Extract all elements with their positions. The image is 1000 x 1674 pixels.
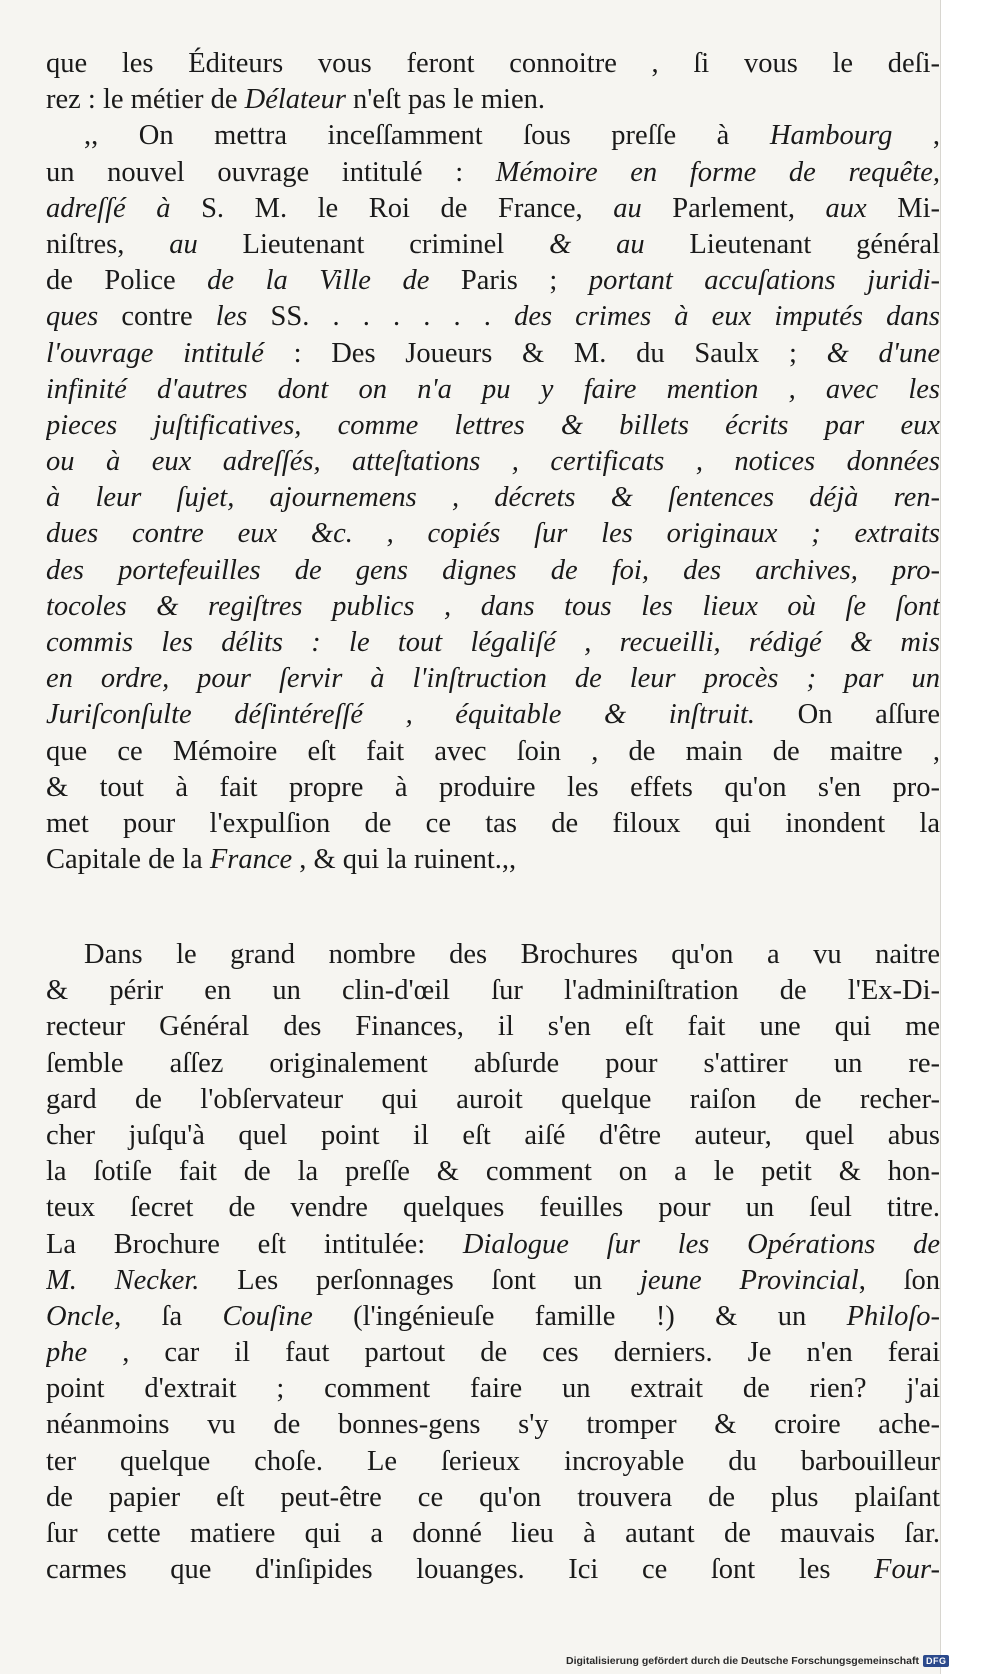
text-line [46, 1516, 940, 1552]
paragraph-2 [46, 937, 940, 1588]
text-line [46, 625, 940, 661]
italic-segment: portant accuſations juridi- [588, 265, 940, 297]
text-line [46, 82, 940, 118]
text-line [46, 973, 940, 1009]
italic-segment: au [169, 228, 198, 260]
text-segment: , car il faut partout de ces derniers. Je n'en ferai [87, 1337, 940, 1369]
italic-segment: de la Ville de [207, 265, 430, 297]
italic-segment: au [613, 192, 642, 224]
text-segment: Lieutenant général [644, 228, 940, 260]
text-segment: recteur Général des Finances, il s'en eſt fait une qui me [46, 1011, 940, 1043]
text-segment: SS. . . . . . . [247, 301, 515, 333]
italic-segment: infinité d'autres dont on n'a pu y faire mention , avec les [46, 373, 940, 405]
text-segment: Les perſonnages ſont un [199, 1264, 640, 1296]
italic-segment: l'ouvrage intitulé [46, 337, 264, 369]
text-segment: un nouvel ouvrage intitulé : [46, 156, 496, 188]
italic-segment: ques [46, 301, 99, 333]
italic-segment: Couſine [222, 1300, 313, 1332]
text-segment: : Des Joueurs & M. du Saulx ; [263, 337, 827, 369]
text-line [46, 155, 940, 191]
text-segment: & périr en un clin-d'œil ſur l'adminiſtration de l'Ex-Di- [46, 975, 940, 1007]
text-segment: , [892, 120, 940, 152]
text-segment: que les Éditeurs vous feront connoitre , ſi vous le deſi- [46, 48, 940, 79]
text-line [46, 1480, 940, 1516]
italic-segment: pieces juſtificatives, comme lettres & billets écrits par eux [46, 409, 940, 441]
text-line [46, 553, 940, 589]
text-line [46, 1009, 940, 1045]
text-segment: niſtres, [46, 228, 170, 260]
footer-credit-text: Digitalisierung gefördert durch die Deutsche Forschungsgemeinschaft [566, 1655, 919, 1667]
text-line [46, 1263, 940, 1299]
text-segment: cher juſqu'à quel point il eſt aiſé d'être auteur, quel abus [46, 1119, 940, 1151]
text-segment: la ſotiſe fait de la preſſe & comment on a le petit & hon- [46, 1156, 940, 1188]
text-segment: teux ſecret de vendre quelques feuilles pour un ſeul titre. [46, 1192, 940, 1224]
text-line [46, 770, 940, 806]
text-line [46, 1371, 940, 1407]
text-segment: (l'ingénieuſe famille !) & un [312, 1300, 847, 1332]
italic-segment: & d'une [826, 337, 940, 369]
text-line [46, 661, 940, 697]
text-segment: de Police [46, 265, 208, 297]
text-line [46, 372, 940, 408]
text-segment: point d'extrait ; comment faire un extrait de rien? j'ai [46, 1373, 940, 1405]
italic-segment: des crimes à eux imputés dans [514, 301, 940, 333]
italic-segment: adreſſé à [46, 192, 171, 224]
text-segment: Paris ; [429, 265, 589, 297]
italic-segment: Mémoire en forme de requête, [495, 156, 940, 188]
italic-segment: Dialogue ſur les Opérations de [462, 1228, 940, 1260]
text-line [46, 1407, 940, 1443]
text-line [46, 480, 940, 516]
text-segment: Parlement, [641, 192, 826, 224]
italic-segment: Philoſo- [846, 1300, 940, 1332]
italic-segment: des portefeuilles de gens dignes de foi, des archives, pro- [46, 554, 940, 586]
text-segment: , ſa [114, 1300, 223, 1332]
text-line [46, 1299, 940, 1335]
italic-segment: jeune Provincial [639, 1264, 859, 1296]
italic-segment: France [209, 844, 293, 876]
text-line [46, 118, 940, 154]
text-segment: On aſſure [755, 699, 940, 731]
text-line [46, 589, 940, 625]
digitization-footer [566, 1652, 949, 1670]
italic-segment: ou à eux adreſſés, atteſtations , certificats , notices données [46, 446, 940, 478]
text-segment: rez : le métier de [46, 84, 245, 116]
text-segment: Mi- [866, 192, 940, 224]
text-segment: ,, On mettra inceſſamment ſous preſſe à [84, 120, 770, 152]
text-line [46, 444, 940, 480]
text-segment: , ſon [858, 1264, 940, 1296]
text-line [46, 1154, 940, 1190]
text-segment: La Brochure eſt intitulée: [46, 1228, 463, 1260]
text-line [46, 1335, 940, 1371]
text-line [46, 1082, 940, 1118]
text-segment: contre [98, 301, 216, 333]
text-line [46, 842, 940, 878]
text-line [46, 1046, 940, 1082]
text-segment: gard de l'obſervateur qui auroit quelque raiſon de recher- [46, 1083, 940, 1115]
text-segment: S. M. le Roi de France, [170, 192, 614, 224]
text-line [46, 1444, 940, 1480]
text-line [46, 227, 940, 263]
italic-segment: tocoles & regiſtres publics , dans tous les lieux où ſe ſont [46, 590, 940, 622]
italic-segment: dues contre eux &c. , copiés ſur les originaux ; extraits [46, 518, 940, 550]
text-line [46, 734, 940, 770]
text-segment: ſemble aſſez originalement abſurde pour s'attirer un re- [46, 1047, 940, 1079]
text-segment: Dans le grand nombre des Brochures qu'on a vu naitre [84, 939, 940, 970]
text-segment: que ce Mémoire eſt fait avec ſoin , de main de maitre , [46, 735, 940, 767]
italic-segment: & au [549, 228, 645, 260]
text-line [46, 336, 940, 372]
text-line [46, 806, 940, 842]
text-segment: n'eſt pas le mien. [345, 84, 545, 116]
text-line [46, 299, 940, 335]
text-line [46, 408, 940, 444]
text-segment: Capitale de la [46, 844, 210, 876]
text-segment: met pour l'expulſion de ce tas de filoux qui inondent la [46, 807, 940, 839]
text-segment: , & qui la ruinent.,, [292, 844, 517, 876]
text-line [46, 697, 940, 733]
italic-segment: Juriſconſulte déſintéreſſé , équitable & inſtruit. [46, 699, 756, 731]
text-line [46, 516, 940, 552]
italic-segment: en ordre, pour ſervir à l'inſtruction de leur procès ; par un [46, 663, 940, 695]
text-line [46, 191, 940, 227]
text-line [46, 937, 940, 973]
text-line [46, 1552, 940, 1588]
italic-segment: les [215, 301, 248, 333]
text-line [46, 1118, 940, 1154]
text-segment: néanmoins vu de bonnes-gens s'y tromper & croire ache- [46, 1409, 940, 1441]
italic-segment: commis les délits : le tout légaliſé , recueilli, rédigé & mis [46, 627, 940, 658]
italic-segment: Four- [874, 1554, 940, 1586]
text-segment: ſur cette matiere qui a donné lieu à autant de mauvais ſar. [46, 1518, 940, 1549]
text-segment: ter quelque choſe. Le ſerieux incroyable du barbouilleur [46, 1445, 940, 1477]
italic-segment: M. Necker. [46, 1264, 200, 1296]
italic-segment: à leur ſujet, ajournemens , décrets & ſentences déjà ren- [46, 482, 940, 514]
text-segment: carmes que d'inſipides louanges. Ici ce ſont les [46, 1554, 875, 1586]
text-line [46, 1190, 940, 1226]
text-line [46, 263, 940, 299]
text-line [46, 46, 940, 82]
text-segment: Lieutenant criminel [197, 228, 550, 260]
paragraph-1 [46, 46, 940, 878]
italic-segment: Hambourg [769, 120, 893, 152]
text-line [46, 1227, 940, 1263]
italic-segment: Oncle [46, 1300, 115, 1332]
italic-segment: phe [46, 1337, 88, 1369]
text-segment: de papier eſt peut-être ce qu'on trouvera de plus plaiſant [46, 1481, 940, 1513]
dfg-logo: DFG [923, 1655, 950, 1667]
italic-segment: Délateur [244, 84, 346, 116]
text-segment: & tout à fait propre à produire les effets qu'on s'en pro- [46, 771, 940, 803]
italic-segment: aux [825, 192, 867, 224]
